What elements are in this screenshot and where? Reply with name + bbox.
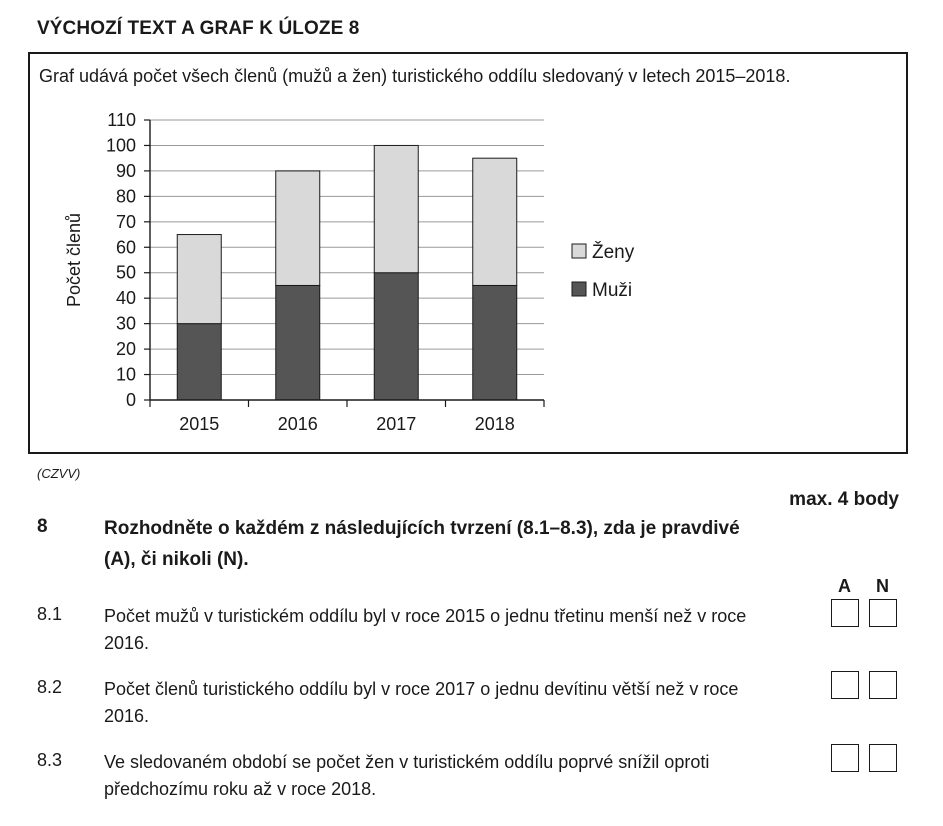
- legend-swatch-muži: [572, 282, 586, 296]
- bar-segment-muži-2016: [276, 285, 320, 400]
- answer-header-n: N: [876, 576, 889, 596]
- y-tick-label: 40: [115, 288, 136, 309]
- task-instruction: Rozhodněte o každém z následujících tvrzení (8.1–8.3), zda je pravdivé (A), či nikoli (N).: [104, 518, 740, 570]
- x-tick-label: 2018: [474, 414, 515, 434]
- answer-header-a: A: [838, 576, 851, 596]
- intro-text: Graf udává počet všech členů (mužů a žen) turistického oddílu sledovaný v letech 2015–2018.: [39, 66, 791, 86]
- source-text-box: [28, 52, 908, 454]
- bar-segment-ženy-2017: [374, 145, 418, 272]
- item-text-8-2: Počet členů turistického oddílu byl v roce 2017 o jednu devítinu větší než v roce 2016.: [104, 679, 739, 726]
- y-tick-label: 90: [115, 160, 136, 181]
- bar-segment-ženy-2016: [276, 171, 320, 286]
- item-number-8-3: 8.3: [37, 750, 63, 770]
- x-tick-label: 2015: [179, 414, 220, 434]
- bar-segment-muži-2015: [177, 324, 221, 400]
- x-tick-label: 2017: [376, 414, 417, 434]
- y-tick-label: 80: [115, 186, 136, 207]
- item-text-8-1: Počet mužů v turistickém oddílu byl v roce 2015 o jednu třetinu menší než v roce 2016.: [104, 606, 747, 653]
- legend-label-ženy: Ženy: [592, 242, 635, 263]
- bar-segment-muži-2018: [473, 285, 517, 400]
- checkbox-8-2-a[interactable]: [831, 671, 859, 699]
- source-note: (CZVV): [37, 466, 81, 481]
- bar-segment-ženy-2015: [177, 235, 221, 324]
- y-tick-label: 0: [125, 390, 136, 410]
- checkbox-8-3-n[interactable]: [869, 744, 897, 772]
- checkbox-8-1-a[interactable]: [831, 599, 859, 627]
- bar-segment-muži-2017: [374, 273, 418, 400]
- bar-segment-ženy-2018: [473, 158, 517, 285]
- item-text-8-3: Ve sledovaném období se počet žen v turistickém oddílu poprvé snížil oproti předchozímu roku až v roce 2018.: [104, 752, 710, 799]
- y-tick-label: 10: [115, 364, 136, 385]
- item-number-8-1: 8.1: [37, 604, 63, 624]
- y-tick-label: 60: [115, 237, 136, 258]
- y-tick-label: 30: [115, 313, 136, 334]
- legend-label-muži: Muži: [592, 280, 633, 301]
- checkbox-8-2-n[interactable]: [869, 671, 897, 699]
- task-number: 8: [37, 516, 48, 537]
- legend-swatch-ženy: [572, 244, 586, 258]
- y-tick-label: 20: [115, 339, 136, 360]
- y-tick-label: 100: [105, 135, 136, 156]
- checkbox-8-3-a[interactable]: [831, 744, 859, 772]
- y-tick-label: 110: [107, 110, 136, 130]
- page-heading: VÝCHOZÍ TEXT A GRAF K ÚLOZE 8: [37, 18, 360, 39]
- checkbox-8-1-n[interactable]: [869, 599, 897, 627]
- x-tick-label: 2016: [277, 414, 318, 434]
- y-axis-label: Počet členů: [64, 212, 84, 308]
- y-tick-label: 70: [115, 211, 136, 232]
- y-tick-label: 50: [115, 262, 136, 283]
- max-points: max. 4 body: [789, 489, 899, 510]
- item-number-8-2: 8.2: [37, 677, 63, 697]
- stacked-bar-chart: [30, 54, 906, 452]
